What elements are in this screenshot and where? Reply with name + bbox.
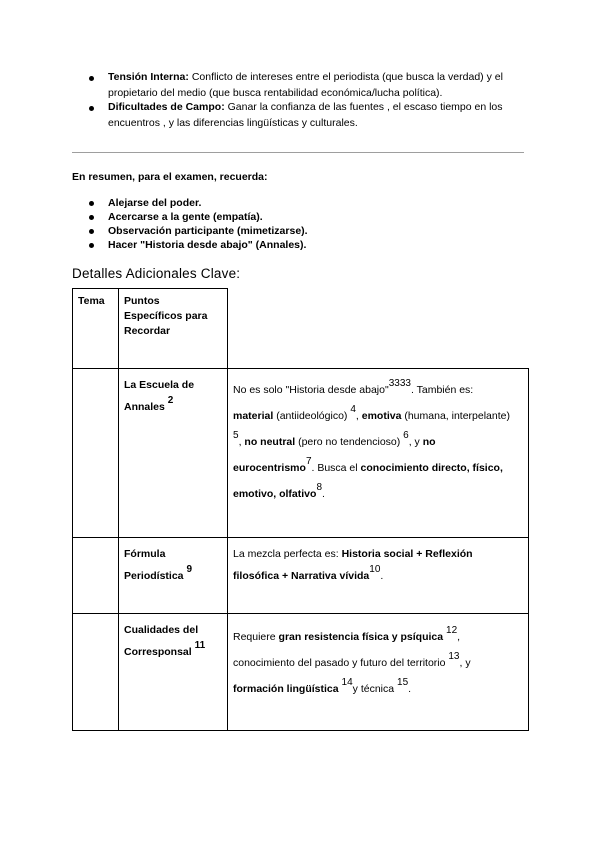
header-text: Tema (78, 295, 105, 307)
details-table (72, 288, 529, 731)
bullet-dot-icon (89, 76, 94, 81)
summary-item-text: Acercarse a la gente (empatía). (108, 211, 263, 223)
bullet-dificultades (108, 100, 503, 131)
row-text-cualidades: Requiere gran resistencia física y psíquica $^{12}$, conocimiento del pasado y futuro del territorio $^{13}$, y formación lingüística $^{14}$y técnica $^{15}$. (228, 614, 529, 731)
bullet-text: encuentros , y las diferencias lingüísticas y culturales. (108, 116, 358, 129)
table-row (73, 369, 529, 538)
row-empty-cell (73, 538, 119, 614)
bullet-label: Tensión Interna: (108, 71, 189, 83)
bullet-label: Dificultades de Campo: (108, 101, 225, 113)
bullet-tension-interna (108, 70, 503, 101)
table-row (73, 538, 529, 614)
header-empty (228, 289, 529, 369)
bullet-dot-icon (89, 243, 94, 248)
row-label-annales: La Escuela de Annales $^2$ (119, 369, 228, 538)
summary-intro: En resumen, para el examen, recuerda: (72, 171, 268, 183)
bullet-dot-icon (89, 229, 94, 234)
bullet-dot-icon (89, 201, 94, 206)
summary-item-text: Observación participante (mimetizarse). (108, 225, 308, 237)
summary-item-text: Alejarse del poder. (108, 197, 202, 209)
bullet-text: Conflicto de intereses entre el periodista (que busca la verdad) y el (188, 71, 503, 83)
bullet-text: propietario del medio (que busca rentabilidad económica/lucha política). (108, 86, 443, 99)
bullet-text: Ganar la confianza de las fuentes , el escaso tiempo en los (224, 101, 503, 113)
table-row (73, 614, 529, 731)
section-title: Detalles Adicionales Clave: (72, 266, 241, 281)
row-label-formula: Fórmula Periodística $^9$ (119, 538, 228, 614)
summary-item-text: Hacer "Historia desde abajo" (Annales). (108, 239, 307, 251)
header-puntos (119, 289, 228, 369)
table-header-row (73, 289, 529, 369)
row-empty-cell (73, 369, 119, 538)
bullet-dot-icon (89, 106, 94, 111)
summary-item (108, 224, 308, 238)
bullet-dot-icon (89, 215, 94, 220)
summary-item (108, 196, 201, 210)
row-empty-cell (73, 614, 119, 731)
header-text: Puntos Específicos para Recordar (124, 295, 208, 337)
summary-item (108, 210, 263, 224)
row-text-annales: No es solo "Historia desde abajo"$^{3333}$. También es: material (antiideológico) $^4$, emotiva (humana, interpelante) $^5$, no neutral (pero no tendencioso) $^6$, y no eurocentrismo$^7$. Busca el conocimiento directo, físico, emotivo, olfativo$^8$. (228, 369, 529, 538)
row-label-cualidades: Cualidades del Corresponsal $^{11}$ (119, 614, 228, 731)
horizontal-divider (72, 152, 524, 153)
summary-item (108, 238, 306, 252)
header-tema (73, 289, 119, 369)
row-text-formula: La mezcla perfecta es: Historia social + Reflexión filosófica + Narrativa vívida$^{10}$. (228, 538, 529, 614)
